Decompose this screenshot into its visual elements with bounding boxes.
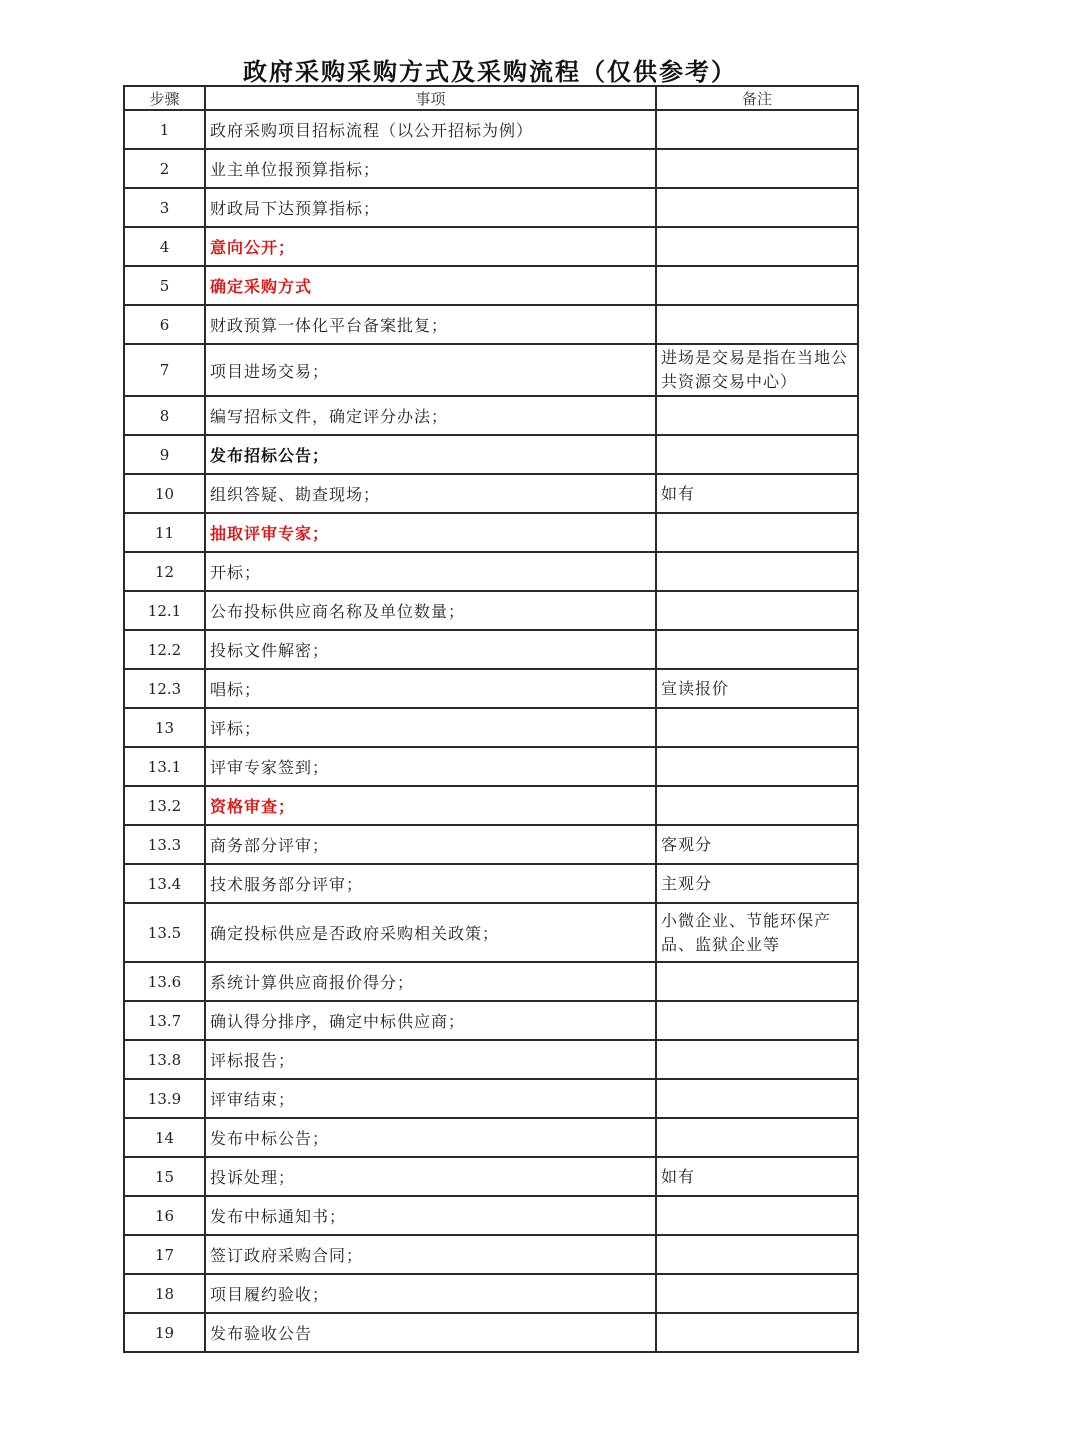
step-cell: 12.3 bbox=[124, 669, 205, 708]
item-cell: 技术服务部分评审； bbox=[205, 864, 656, 903]
note-cell bbox=[656, 188, 858, 227]
table-row bbox=[124, 669, 858, 708]
note-cell bbox=[656, 630, 858, 669]
step-cell: 1 bbox=[124, 110, 205, 149]
item-cell: 发布中标通知书； bbox=[205, 1196, 656, 1235]
table-row bbox=[124, 1313, 858, 1352]
note-cell bbox=[656, 708, 858, 747]
table-row bbox=[124, 110, 858, 149]
table-row bbox=[124, 962, 858, 1001]
note-cell bbox=[656, 513, 858, 552]
table-row bbox=[124, 708, 858, 747]
table-row bbox=[124, 396, 858, 435]
table-row bbox=[124, 1118, 858, 1157]
page-title: 政府采购采购方式及采购流程（仅供参考） bbox=[243, 57, 737, 86]
step-cell: 6 bbox=[124, 305, 205, 344]
table-row bbox=[124, 1274, 858, 1313]
step-cell: 7 bbox=[124, 344, 205, 396]
step-cell: 13.7 bbox=[124, 1001, 205, 1040]
item-cell: 确定投标供应是否政府采购相关政策； bbox=[205, 903, 656, 962]
item-cell-highlight: 意向公开； bbox=[205, 227, 656, 266]
step-cell: 13.8 bbox=[124, 1040, 205, 1079]
note-cell bbox=[656, 1235, 858, 1274]
step-cell: 14 bbox=[124, 1118, 205, 1157]
note-cell bbox=[656, 396, 858, 435]
table-row bbox=[124, 1079, 858, 1118]
item-cell-highlight: 资格审查； bbox=[205, 786, 656, 825]
table-row bbox=[124, 188, 858, 227]
item-cell: 评标报告； bbox=[205, 1040, 656, 1079]
item-cell: 商务部分评审； bbox=[205, 825, 656, 864]
table-row bbox=[124, 864, 858, 903]
note-cell bbox=[656, 1040, 858, 1079]
table-header-row bbox=[124, 86, 858, 110]
table-row bbox=[124, 435, 858, 474]
step-cell: 13 bbox=[124, 708, 205, 747]
table-row bbox=[124, 305, 858, 344]
item-cell: 评标； bbox=[205, 708, 656, 747]
item-cell: 评审专家签到； bbox=[205, 747, 656, 786]
table-row bbox=[124, 552, 858, 591]
step-cell: 13.9 bbox=[124, 1079, 205, 1118]
item-cell: 项目进场交易； bbox=[205, 344, 656, 396]
note-cell: 如有 bbox=[656, 474, 858, 513]
header-step: 步骤 bbox=[124, 86, 205, 110]
step-cell: 5 bbox=[124, 266, 205, 305]
item-cell: 唱标； bbox=[205, 669, 656, 708]
note-cell: 如有 bbox=[656, 1157, 858, 1196]
table-row bbox=[124, 825, 858, 864]
note-cell bbox=[656, 1313, 858, 1352]
note-cell bbox=[656, 1118, 858, 1157]
item-cell: 业主单位报预算指标； bbox=[205, 149, 656, 188]
note-cell bbox=[656, 1274, 858, 1313]
header-note: 备注 bbox=[656, 86, 858, 110]
item-cell: 投诉处理； bbox=[205, 1157, 656, 1196]
item-cell: 评审结束； bbox=[205, 1079, 656, 1118]
item-cell: 项目履约验收； bbox=[205, 1274, 656, 1313]
note-cell bbox=[656, 786, 858, 825]
item-cell: 发布验收公告 bbox=[205, 1313, 656, 1352]
step-cell: 13.1 bbox=[124, 747, 205, 786]
step-cell: 19 bbox=[124, 1313, 205, 1352]
note-cell: 主观分 bbox=[656, 864, 858, 903]
note-cell bbox=[656, 552, 858, 591]
step-cell: 8 bbox=[124, 396, 205, 435]
item-cell: 开标； bbox=[205, 552, 656, 591]
step-cell: 15 bbox=[124, 1157, 205, 1196]
item-cell-highlight: 抽取评审专家； bbox=[205, 513, 656, 552]
note-cell bbox=[656, 962, 858, 1001]
note-cell bbox=[656, 110, 858, 149]
header-item: 事项 bbox=[205, 86, 656, 110]
item-cell-highlight: 确定采购方式 bbox=[205, 266, 656, 305]
table-row bbox=[124, 149, 858, 188]
step-cell: 4 bbox=[124, 227, 205, 266]
table-row bbox=[124, 1235, 858, 1274]
note-cell: 客观分 bbox=[656, 825, 858, 864]
step-cell: 18 bbox=[124, 1274, 205, 1313]
step-cell: 2 bbox=[124, 149, 205, 188]
step-cell: 12.1 bbox=[124, 591, 205, 630]
table-row bbox=[124, 786, 858, 825]
item-cell-bold: 发布招标公告； bbox=[205, 435, 656, 474]
table-row bbox=[124, 630, 858, 669]
note-cell: 宣读报价 bbox=[656, 669, 858, 708]
step-cell: 12.2 bbox=[124, 630, 205, 669]
note-cell: 进场是交易是指在当地公共资源交易中心） bbox=[656, 344, 858, 396]
table-row bbox=[124, 1001, 858, 1040]
step-cell: 13.5 bbox=[124, 903, 205, 962]
procurement-table bbox=[123, 85, 859, 1353]
table-row bbox=[124, 344, 858, 396]
item-cell: 发布中标公告； bbox=[205, 1118, 656, 1157]
step-cell: 17 bbox=[124, 1235, 205, 1274]
item-cell: 公布投标供应商名称及单位数量； bbox=[205, 591, 656, 630]
note-cell bbox=[656, 591, 858, 630]
table-row bbox=[124, 1040, 858, 1079]
table-row bbox=[124, 227, 858, 266]
note-cell bbox=[656, 435, 858, 474]
note-cell bbox=[656, 227, 858, 266]
step-cell: 3 bbox=[124, 188, 205, 227]
table-row bbox=[124, 747, 858, 786]
table-row bbox=[124, 591, 858, 630]
step-cell: 13.3 bbox=[124, 825, 205, 864]
note-cell bbox=[656, 305, 858, 344]
note-cell bbox=[656, 1196, 858, 1235]
table-row bbox=[124, 1157, 858, 1196]
table-row bbox=[124, 474, 858, 513]
step-cell: 13.6 bbox=[124, 962, 205, 1001]
item-cell: 系统计算供应商报价得分； bbox=[205, 962, 656, 1001]
step-cell: 10 bbox=[124, 474, 205, 513]
table-row bbox=[124, 266, 858, 305]
note-cell: 小微企业、节能环保产品、监狱企业等 bbox=[656, 903, 858, 962]
table-row bbox=[124, 903, 858, 962]
item-cell: 签订政府采购合同； bbox=[205, 1235, 656, 1274]
step-cell: 12 bbox=[124, 552, 205, 591]
item-cell: 财政局下达预算指标； bbox=[205, 188, 656, 227]
note-cell bbox=[656, 266, 858, 305]
item-cell: 编写招标文件，确定评分办法； bbox=[205, 396, 656, 435]
step-cell: 13.4 bbox=[124, 864, 205, 903]
step-cell: 16 bbox=[124, 1196, 205, 1235]
note-cell bbox=[656, 1079, 858, 1118]
table-row bbox=[124, 1196, 858, 1235]
step-cell: 13.2 bbox=[124, 786, 205, 825]
table-row bbox=[124, 513, 858, 552]
item-cell: 组织答疑、勘查现场； bbox=[205, 474, 656, 513]
note-cell bbox=[656, 149, 858, 188]
item-cell: 确认得分排序，确定中标供应商； bbox=[205, 1001, 656, 1040]
step-cell: 11 bbox=[124, 513, 205, 552]
item-cell: 政府采购项目招标流程（以公开招标为例） bbox=[205, 110, 656, 149]
item-cell: 投标文件解密； bbox=[205, 630, 656, 669]
item-cell: 财政预算一体化平台备案批复； bbox=[205, 305, 656, 344]
step-cell: 9 bbox=[124, 435, 205, 474]
note-cell bbox=[656, 1001, 858, 1040]
note-cell bbox=[656, 747, 858, 786]
